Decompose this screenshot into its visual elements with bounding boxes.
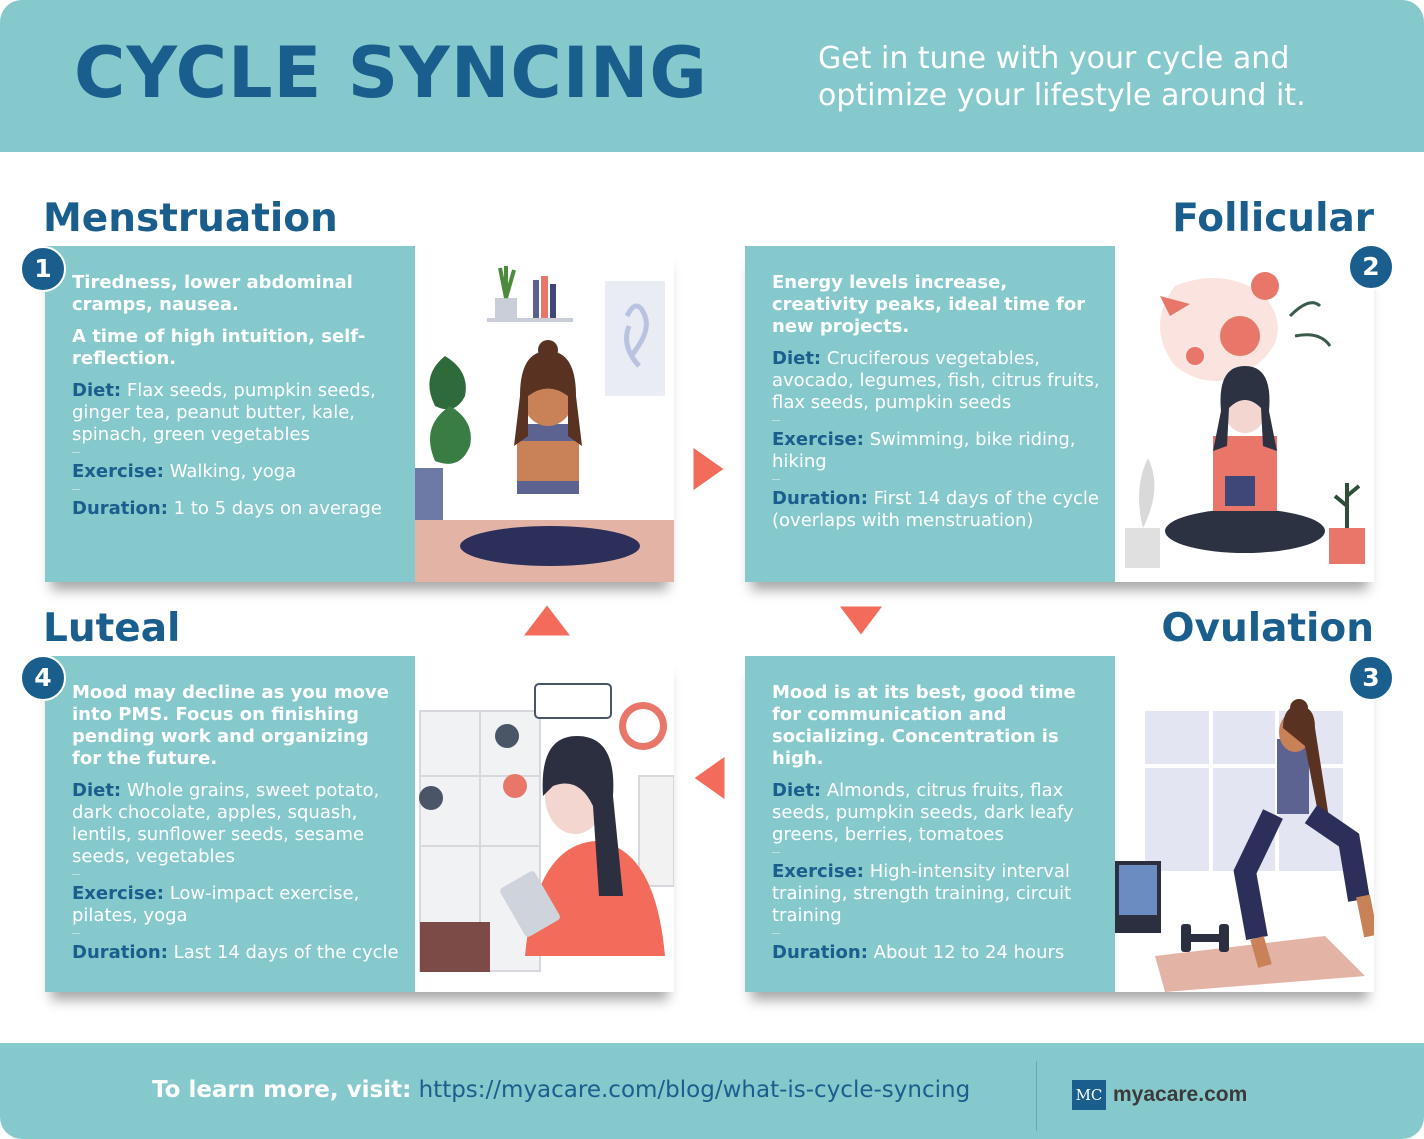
card-luteal bbox=[45, 656, 674, 992]
symptoms-text: Energy levels increase, creativity peaks, ideal time for new projects. bbox=[772, 272, 1086, 337]
duration-line bbox=[772, 488, 1101, 532]
duration-label: Duration: bbox=[772, 488, 868, 509]
logo-text[interactable]: myacare.com bbox=[1113, 1083, 1248, 1106]
arrow-down-icon bbox=[835, 603, 887, 639]
page-title: CYCLE SYNCING bbox=[74, 32, 708, 114]
exercise-text: Walking, yoga bbox=[169, 461, 297, 482]
footer-banner bbox=[0, 1043, 1424, 1139]
arrow-right-icon bbox=[690, 443, 730, 495]
arrow-left-icon bbox=[688, 752, 728, 804]
exercise-text: Swimming, bike riding, hiking bbox=[772, 429, 1076, 472]
card-text-follicular bbox=[745, 246, 1115, 582]
diet-label: Diet: bbox=[772, 780, 822, 801]
exercise-label: Exercise: bbox=[772, 861, 864, 882]
symptoms-text: Mood may decline as you move into PMS. Focus on finishing pending work and organizing for the future. bbox=[72, 682, 389, 769]
symptoms-text: Tiredness, lower abdominal cramps, nausea. bbox=[72, 272, 353, 315]
footer-prompt: To learn more, visit: bbox=[152, 1077, 412, 1103]
logo-mark: MC bbox=[1072, 1080, 1106, 1110]
exercise-text: High-intensity interval training, strength training, circuit training bbox=[772, 861, 1072, 926]
card-text-ovulation bbox=[745, 656, 1115, 992]
card-ovulation bbox=[745, 656, 1374, 992]
exercise-label: Exercise: bbox=[72, 461, 164, 482]
card-text-luteal bbox=[45, 656, 415, 992]
duration-text: Last 14 days of the cycle bbox=[173, 942, 399, 963]
duration-line bbox=[72, 498, 401, 520]
phase-title-follicular: Follicular bbox=[1172, 196, 1374, 241]
card-follicular bbox=[745, 246, 1374, 582]
arrow-up-icon bbox=[519, 601, 575, 639]
phase-title-luteal: Luteal bbox=[43, 606, 181, 651]
woman-organizing-illustration bbox=[415, 656, 674, 992]
exercise-label: Exercise: bbox=[772, 429, 864, 450]
diet-text: Almonds, citrus fruits, flax seeds, pumpkin seeds, dark leafy greens, berries, tomatoes bbox=[772, 780, 1074, 845]
page-subtitle: Get in tune with your cycle and optimize your lifestyle around it. bbox=[818, 41, 1306, 113]
footer-divider bbox=[1036, 1061, 1037, 1131]
footer-cta bbox=[152, 1077, 970, 1103]
duration-line bbox=[772, 942, 1101, 964]
exercise-text: Low-impact exercise, pilates, yoga bbox=[72, 883, 360, 926]
header-banner bbox=[0, 0, 1424, 152]
woman-meditating-illustration bbox=[415, 246, 674, 582]
duration-label: Duration: bbox=[72, 498, 168, 519]
diet-line bbox=[72, 380, 401, 446]
woman-brainstorming-illustration bbox=[1115, 246, 1374, 582]
duration-label: Duration: bbox=[72, 942, 168, 963]
diet-text: Flax seeds, pumpkin seeds, ginger tea, peanut butter, kale, spinach, green vegetables bbox=[72, 380, 376, 445]
highlight-text: A time of high intuition, self-reflection. bbox=[72, 326, 366, 369]
exercise-label: Exercise: bbox=[72, 883, 164, 904]
symptoms-text: Mood is at its best, good time for communication and socializing. Concentration is high. bbox=[772, 682, 1076, 769]
phase-number-badge: 1 bbox=[20, 246, 66, 292]
footer-link[interactable]: https://myacare.com/blog/what-is-cycle-syncing bbox=[418, 1077, 971, 1103]
phase-title-ovulation: Ovulation bbox=[1161, 606, 1374, 651]
phase-number-badge: 3 bbox=[1348, 655, 1394, 701]
diet-line bbox=[772, 780, 1101, 846]
duration-text: First 14 days of the cycle (overlaps with menstruation) bbox=[772, 488, 1099, 531]
exercise-line bbox=[72, 883, 401, 927]
woman-lunging-illustration bbox=[1115, 656, 1374, 992]
phase-number-badge: 2 bbox=[1348, 244, 1394, 290]
diet-line bbox=[772, 348, 1101, 414]
exercise-line bbox=[72, 461, 401, 483]
duration-label: Duration: bbox=[772, 942, 868, 963]
exercise-line bbox=[772, 861, 1101, 927]
diet-label: Diet: bbox=[72, 780, 122, 801]
diet-line bbox=[72, 780, 401, 868]
card-text-menstruation bbox=[45, 246, 415, 582]
diet-text: Whole grains, sweet potato, dark chocolate, apples, squash, lentils, sunflower seeds, sesame seeds, vegetables bbox=[72, 780, 380, 867]
card-menstruation bbox=[45, 246, 674, 582]
diet-text: Cruciferous vegetables, avocado, legumes, fish, citrus fruits, flax seeds, pumpkin seeds bbox=[772, 348, 1100, 413]
duration-text: 1 to 5 days on average bbox=[173, 498, 382, 519]
phase-title-menstruation: Menstruation bbox=[43, 196, 338, 241]
diet-label: Diet: bbox=[72, 380, 122, 401]
exercise-line bbox=[772, 429, 1101, 473]
duration-text: About 12 to 24 hours bbox=[873, 942, 1065, 963]
diet-label: Diet: bbox=[772, 348, 822, 369]
phase-number-badge: 4 bbox=[20, 655, 66, 701]
duration-line bbox=[72, 942, 401, 964]
